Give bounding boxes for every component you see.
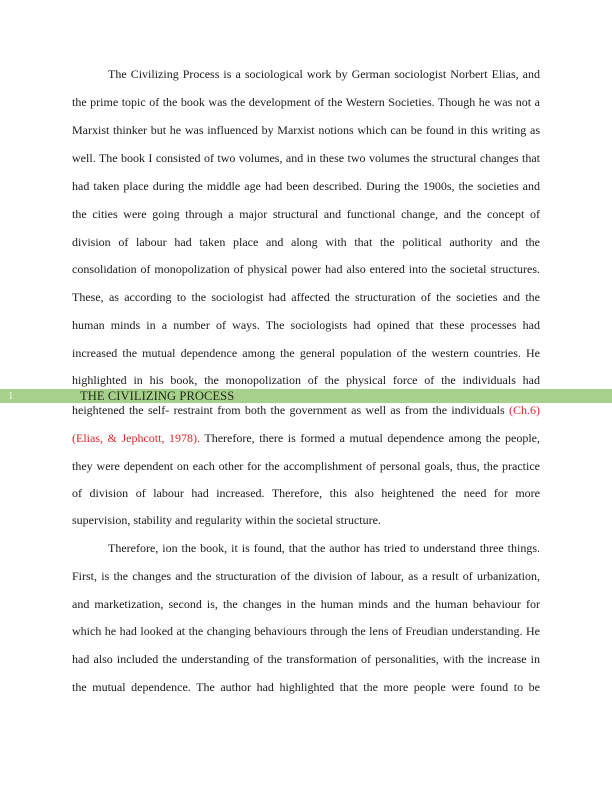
- paragraph-1-line-17: supervision, stability and regularity within the societal structure.: [72, 513, 381, 527]
- paragraph-2-line-4: which he had looked at the changing behaviours through the lens of Freudian understanding. He: [72, 624, 540, 638]
- paragraph-1-line-4: well. The book I consisted of two volumes, and in these two volumes the structural changes that: [72, 151, 540, 165]
- paragraph-1-line-6: the cities were going through a major structural and functional change, and the concept of: [72, 207, 540, 221]
- paragraph-2-line-6: the mutual dependence. The author had highlighted that the more people were found to be: [72, 680, 540, 694]
- paragraph-1-line-16: of division of labour had increased. Therefore, this also heightened the need for more: [72, 486, 540, 500]
- paragraph-1-line-13: [72, 403, 540, 417]
- body-text: heightened the self- restraint from both the government as well as from the individuals: [72, 403, 509, 417]
- paragraph-1-line-1: The Civilizing Process is a sociological work by German sociologist Norbert Elias, and: [108, 67, 540, 81]
- paragraph-1-line-10: human minds in a number of ways. The sociologists had opined that these processes had: [72, 318, 540, 332]
- paragraph-1-line-3: Marxist thinker but he was influenced by Marxist notions which can be found in this writing as: [72, 123, 540, 137]
- paragraph-1-line-15: they were dependent on each other for the accomplishment of personal goals, thus, the practice: [72, 459, 540, 473]
- running-head-title: THE CIVILIZING PROCESS: [80, 389, 235, 403]
- paragraph-1-line-7: division of labour had taken place and along with that the political authority and the: [72, 235, 540, 249]
- paragraph-2-line-5: had also included the understanding of the transformation of personalities, with the increase in: [72, 652, 540, 666]
- paragraph-2-line-3: and marketization, second is, the changes in the human minds and the human behaviour for: [72, 597, 540, 611]
- paragraph-1-line-5: had taken place during the middle age had been described. During the 1900s, the societies and: [72, 179, 540, 193]
- paragraph-1-line-12: highlighted in his book, the monopolization of the physical force of the individuals had: [72, 373, 540, 387]
- paragraph-1-line-8: consolidation of monopolization of physical power had also entered into the societal structures.: [72, 262, 540, 276]
- paragraph-1-line-14: [72, 431, 540, 445]
- citation-chapter: (Ch.6): [509, 403, 540, 417]
- paragraph-2-line-2: First, is the changes and the structuration of the division of labour, as a result of urbanization,: [72, 569, 540, 583]
- paragraph-1-line-9: These, as according to the sociologist had affected the structuration of the societies and the: [72, 290, 540, 304]
- paragraph-1-line-2: the prime topic of the book was the development of the Western Societies. Though he was not a: [72, 95, 540, 109]
- paragraph-1-line-11: increased the mutual dependence among the general population of the western countries. He: [72, 346, 540, 360]
- paragraph-2-line-1: Therefore, ion the book, it is found, that the author has tried to understand three things.: [108, 541, 540, 555]
- page-number: 1: [8, 390, 14, 402]
- body-text: Therefore, there is formed a mutual dependence among the people,: [200, 431, 540, 445]
- citation-reference: (Elias, & Jephcott, 1978).: [72, 431, 201, 445]
